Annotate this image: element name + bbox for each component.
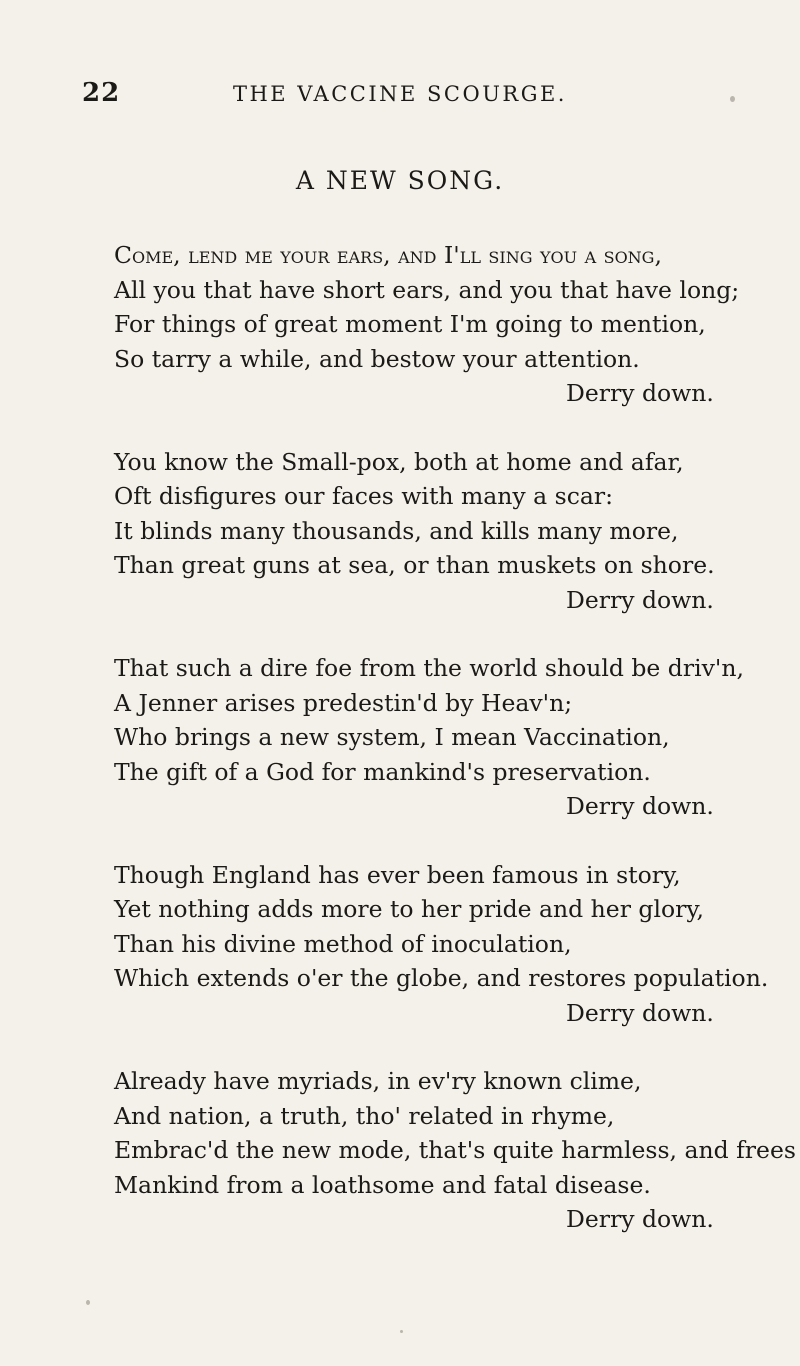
verse-line: And nation, a truth, tho' related in rhyme, [114,1101,615,1130]
stanza-1 [114,238,800,411]
paper-speck [730,96,735,102]
stanza-5 [114,1064,800,1237]
verse-line: You know the Small-pox, both at home and afar, [114,447,684,476]
paper-speck [400,1330,403,1333]
verse-line: Mankind from a loathsome and fatal disease. [114,1170,651,1199]
verse-line: Embrac'd the new mode, that's quite harmless, and frees [114,1136,796,1164]
stanza-4 [114,858,800,1031]
verse-line: Which extends o'er the globe, and restores population. [114,964,769,992]
page-number: 22 [82,78,121,108]
verse-line: So tarry a while, and bestow your attention. [114,344,640,373]
verse-line: A Jenner arises predestin'd by Heav'n; [114,688,573,717]
stanza-3 [114,651,800,824]
refrain: Derry down. [566,1205,714,1233]
verse-line: That such a dire foe from the world should be driv'n, [114,654,744,682]
verse-line: Than his divine method of inoculation, [114,929,572,958]
verse-line: Come, lend me your ears, and I'll sing you a song, [114,241,662,269]
stanza-2 [114,445,800,618]
verse-line: For things of great moment I'm going to mention, [114,310,706,338]
running-title: THE VACCINE SCOURGE. [232,82,567,106]
song-title: A NEW SONG. [295,166,505,195]
song-body [114,238,800,1271]
refrain: Derry down. [566,998,714,1027]
verse-line: Who brings a new system, I mean Vaccination, [114,723,670,751]
verse-line: Though England has ever been famous in story, [114,860,681,889]
refrain: Derry down. [566,379,714,407]
refrain: Derry down. [566,585,714,614]
verse-line: Oft disfigures our faces with many a scar: [114,482,614,510]
verse-line: The gift of a God for mankind's preservation. [114,757,651,786]
paper-speck [86,1300,90,1305]
refrain: Derry down. [566,792,714,820]
verse-line: Already have myriads, in ev'ry known clime, [114,1067,642,1095]
verse-line: Yet nothing adds more to her pride and her glory, [114,895,704,923]
verse-line: All you that have short ears, and you that have long; [114,275,740,304]
verse-line: It blinds many thousands, and kills many more, [114,516,679,545]
verse-line: Than great guns at sea, or than muskets on shore. [114,551,715,579]
